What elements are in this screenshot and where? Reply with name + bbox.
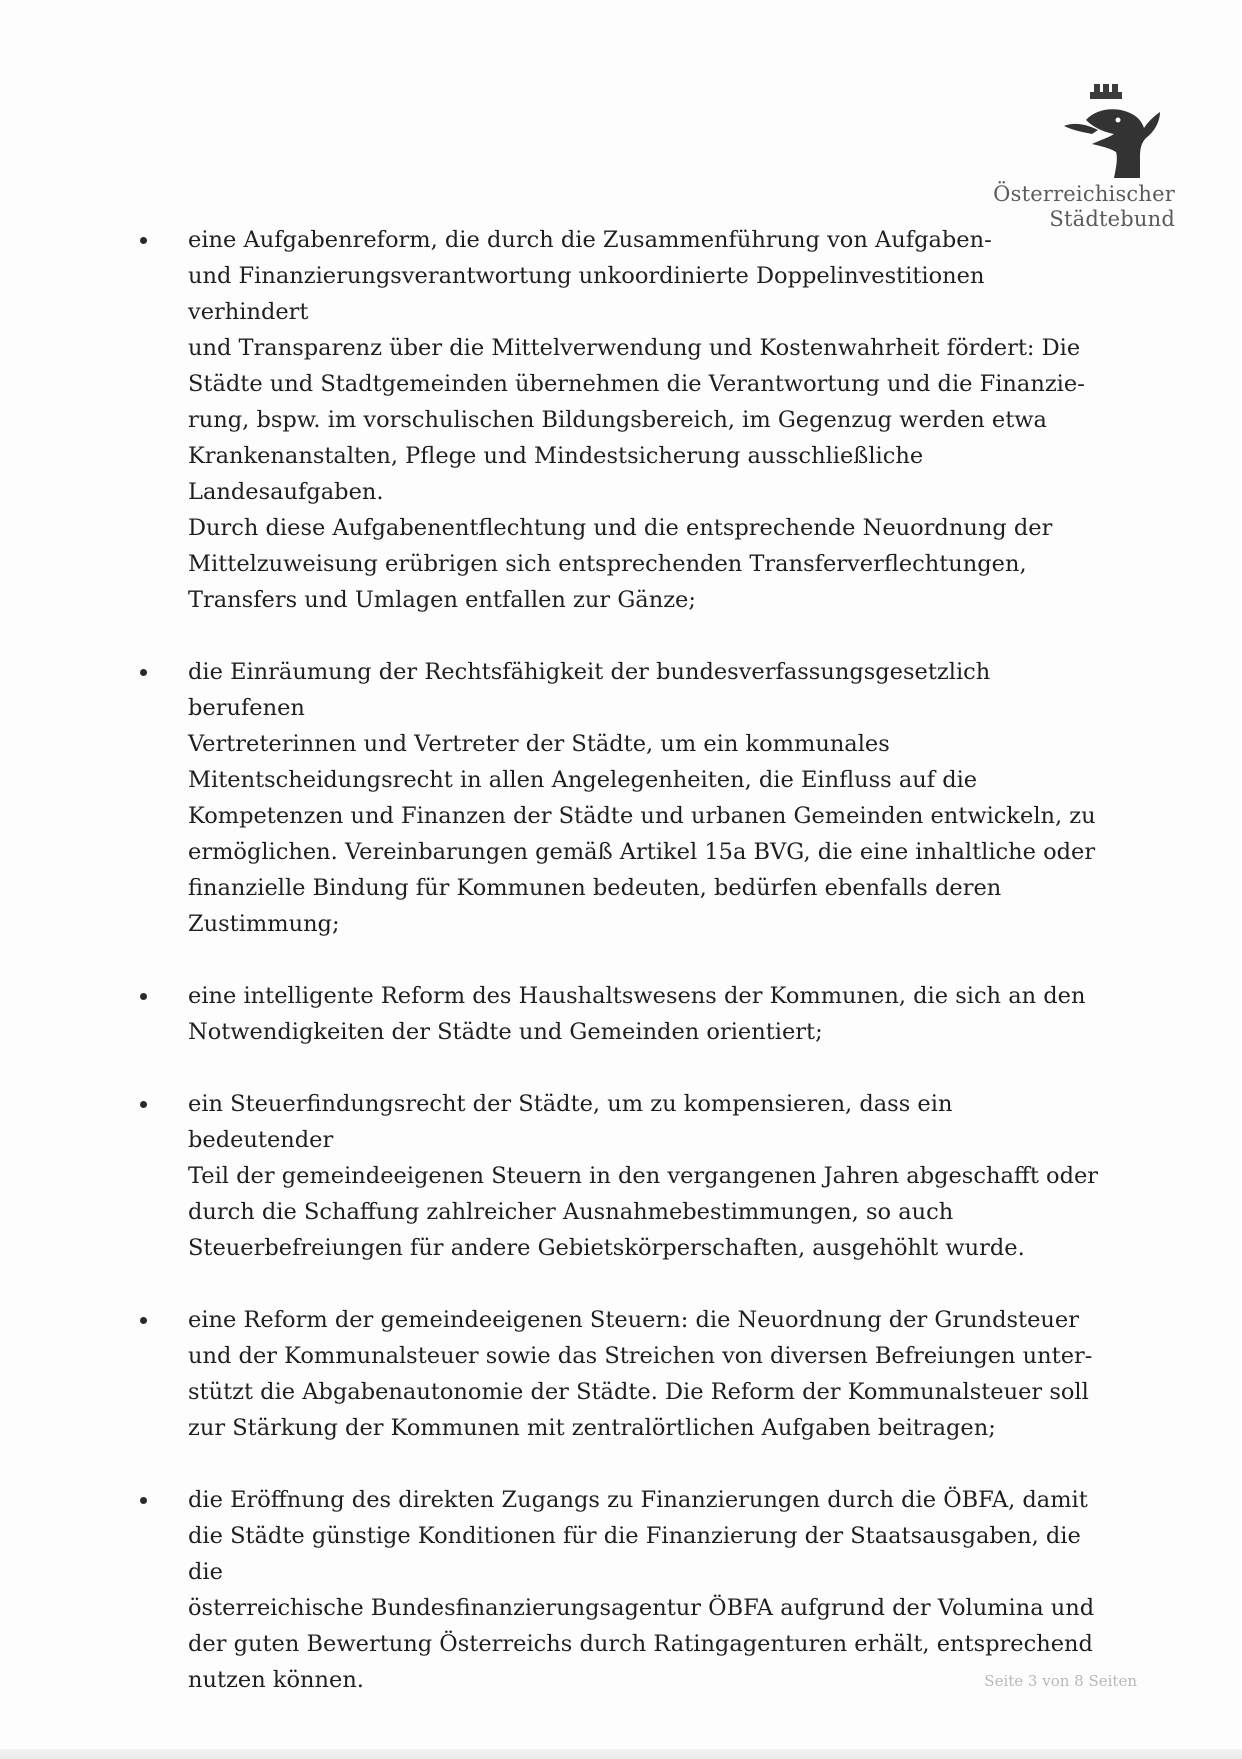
bullet-icon xyxy=(140,669,147,676)
list-item xyxy=(140,1086,1100,1266)
list-item xyxy=(140,654,1100,942)
list-item-text: eine intelligente Reform des Haushaltswesens der Kommunen, die sich an den Notwendigkeiten der Städte und Gemeinden orientiert; xyxy=(188,983,1086,1045)
list-item xyxy=(140,222,1100,618)
org-name-line1: Österreichischer xyxy=(993,182,1175,206)
list-item xyxy=(140,1302,1100,1446)
page-number: Seite 3 von 8 Seiten xyxy=(984,1672,1137,1690)
bullet-icon xyxy=(140,237,147,244)
bullet-icon xyxy=(140,1101,147,1108)
city-crown-eagle-icon xyxy=(1056,82,1166,182)
bullet-icon xyxy=(140,993,147,1000)
list-item xyxy=(140,978,1100,1050)
list-item-text: eine Reform der gemeindeeigenen Steuern: die Neuordnung der Grundsteuer und der Kommunalsteuer sowie das Streichen von diversen Befreiungen unter- stützt die Abgabenautonomie der Städte. Die Reform der Kommunalsteuer soll zur Stärkung der Kommunen mit zentralörtlichen Aufgaben beitragen; xyxy=(188,1307,1093,1441)
list-item-text: die Einräumung der Rechtsfähigkeit der bundesverfassungsgesetzlich berufenen Vertreterinnen und Vertreter der Städte, um ein kommunales Mitentscheidungsrecht in allen Angelegenheiten, die Einfluss auf die Kompetenzen und Finanzen der Städte und urbanen Gemeinden entwickeln, zu ermöglichen. Vereinbarungen gemäß Artikel 15a BVG, die eine inhaltliche oder finanzielle Bindung für Kommunen bedeuten, bedürfen ebenfalls deren Zustimmung; xyxy=(188,659,1096,937)
list-item xyxy=(140,1482,1100,1698)
org-name-line2: Städtebund xyxy=(1049,207,1175,231)
bullet-list xyxy=(140,222,1100,1698)
document-body xyxy=(140,222,1100,1734)
page-edge xyxy=(0,1749,1242,1759)
list-item-text: die Eröffnung des direkten Zugangs zu Finanzierungen durch die ÖBFA, damit die Städte günstige Konditionen für die Finanzierung der Staatsausgaben, die die österreichische Bundesfinanzierungsagentur ÖBFA aufgrund der Volumina und der guten Bewertung Österreichs durch Ratingagenturen erhält, entsprechend nutzen können. xyxy=(188,1487,1095,1693)
list-item-text: eine Aufgabenreform, die durch die Zusammenführung von Aufgaben- und Finanzierungsverantwortung unkoordinierte Doppelinvestitionen verhindert und Transparenz über die Mittelverwendung und Kostenwahrheit fördert: Die Städte und Stadtgemeinden übernehmen die Verantwortung und die Finanzie- rung, bspw. im vorschulischen Bildungsbereich, im Gegenzug werden etwa Krankenanstalten, Pflege und Mindestsicherung ausschließliche Landesaufgaben. Durch diese Aufgabenentflechtung und die entsprechende Neuordnung der Mittelzuweisung erübrigen sich entsprechenden Transferverflechtungen, Transfers und Umlagen entfallen zur Gänze; xyxy=(188,227,1085,613)
list-item-text: ein Steuerfindungsrecht der Städte, um zu kompensieren, dass ein bedeutender Teil der gemeindeeigenen Steuern in den vergangenen Jahren abgeschafft oder durch die Schaffung zahlreicher Ausnahmebestimmungen, so auch Steuerbefreiungen für andere Gebietskörperschaften, ausgehöhlt wurde. xyxy=(188,1091,1099,1261)
bullet-icon xyxy=(140,1497,147,1504)
staedtebund-logo xyxy=(993,82,1175,242)
bullet-icon xyxy=(140,1317,147,1324)
